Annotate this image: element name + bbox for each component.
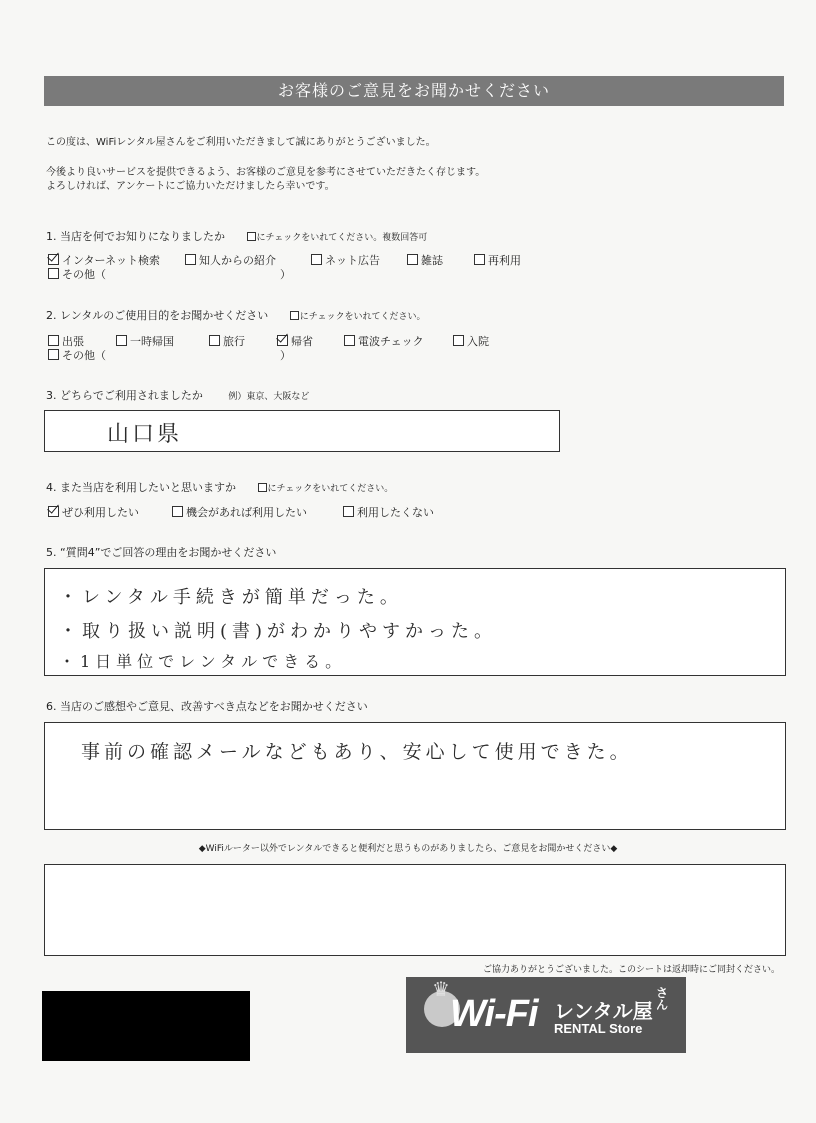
q3-question: 3. どちらでご利用されましたか xyxy=(46,389,203,402)
option-label: 一時帰国 xyxy=(130,335,174,348)
intro-line-1: この度は、WiFiレンタル屋さんをご利用いただきまして誠にありがとうございました。 xyxy=(46,137,436,148)
option-label: 再利用 xyxy=(488,254,521,267)
q2-other-close: ） xyxy=(280,349,291,362)
checkbox-icon[interactable] xyxy=(209,335,220,346)
q4-option[interactable] xyxy=(172,504,307,520)
q1-question: 1. 当店を何でお知りになりましたか xyxy=(46,230,225,243)
q1-label xyxy=(46,228,427,244)
q1-other-close: ） xyxy=(280,268,291,281)
q4-option[interactable] xyxy=(343,504,434,520)
other-label: その他（ xyxy=(62,268,106,281)
q2-option[interactable] xyxy=(209,333,245,349)
option-label: 雑誌 xyxy=(421,254,443,267)
q4-hint-text: にチェックをいれてください。 xyxy=(267,484,394,494)
q2-question: 2. レンタルのご使用目的をお聞かせください xyxy=(46,309,269,322)
q1-option[interactable] xyxy=(474,252,521,268)
option-label: 利用したくない xyxy=(357,506,434,519)
store-logo xyxy=(406,977,686,1053)
checkbox-icon[interactable] xyxy=(311,254,322,265)
option-label: ネット広告 xyxy=(325,254,380,267)
wifi-answer-box[interactable] xyxy=(44,864,786,956)
q6-label: 6. 当店のご感想やご意見、改善すべき点などをお聞かせください xyxy=(46,700,368,713)
q1-hint-text: にチェックをいれてください。複数回答可 xyxy=(256,233,428,243)
option-label: インターネット検索 xyxy=(62,254,161,267)
q1-other[interactable] xyxy=(48,266,106,282)
checkbox-icon[interactable] xyxy=(407,254,418,265)
q6-answer: 事前の確認メールなどもあり、安心して使用できた。 xyxy=(81,741,633,763)
logo-rental-text: レンタル屋 xyxy=(554,999,653,1023)
redacted-block xyxy=(42,991,250,1061)
checkbox-icon[interactable] xyxy=(185,254,196,265)
q2-option[interactable] xyxy=(453,333,489,349)
checkbox-icon[interactable] xyxy=(48,335,59,346)
q6-answer-box[interactable] xyxy=(44,722,786,830)
q2-label xyxy=(46,307,426,323)
checkbox-icon[interactable] xyxy=(172,506,183,517)
q4-question: 4. また当店を利用したいと思いますか xyxy=(46,481,236,494)
logo-store-text: RENTAL Store xyxy=(554,1021,643,1036)
q1-option[interactable] xyxy=(185,252,276,268)
option-label: 電波チェック xyxy=(358,335,424,348)
q3-label xyxy=(46,387,309,403)
thanks-note: ご協力ありがとうございました。このシートは返却時にご同封ください。 xyxy=(482,965,780,975)
option-label: 出張 xyxy=(62,335,84,348)
q1-hint xyxy=(247,233,428,243)
q1-option[interactable] xyxy=(407,252,443,268)
checkbox-icon xyxy=(247,232,256,241)
checkbox-icon xyxy=(258,483,267,492)
q5-answer-box[interactable] xyxy=(44,568,786,676)
other-label: その他（ xyxy=(62,349,106,362)
q4-label xyxy=(46,479,393,495)
wifi-note: ◆WiFiルーター以外でレンタルできると便利だと思うものがありましたら、ご意見をお聞かせください◆ xyxy=(198,844,618,854)
checkbox-icon[interactable] xyxy=(343,506,354,517)
q3-hint: 例）東京、大阪など xyxy=(228,392,310,402)
q3-answer: 山口県 xyxy=(107,422,183,447)
checkbox-checked-icon[interactable] xyxy=(277,335,288,346)
q5-answer-line: ・レンタル手続きが簡単だった。 xyxy=(59,587,403,608)
option-label: 入院 xyxy=(467,335,489,348)
q2-option[interactable] xyxy=(344,333,424,349)
q5-label: 5. “質問4”でご回答の理由をお聞かせください xyxy=(46,546,277,559)
checkbox-icon[interactable] xyxy=(116,335,127,346)
checkbox-icon[interactable] xyxy=(474,254,485,265)
page-title: お客様のご意見をお聞かせください xyxy=(44,76,784,106)
option-label: 知人からの紹介 xyxy=(199,254,276,267)
q1-option[interactable] xyxy=(311,252,380,268)
checkbox-icon xyxy=(290,311,299,320)
option-label: ぜひ利用したい xyxy=(62,506,139,519)
q4-hint xyxy=(258,484,394,494)
checkbox-icon[interactable] xyxy=(48,268,59,279)
q2-hint-text: にチェックをいれてください。 xyxy=(299,312,426,322)
intro-line-3: よろしければ、アンケートにご協力いただけましたら幸いです。 xyxy=(46,181,335,192)
option-label: 旅行 xyxy=(223,335,245,348)
option-label: 機会があれば利用したい xyxy=(186,506,307,519)
checkbox-checked-icon[interactable] xyxy=(48,254,59,265)
logo-wifi-text: Wi-Fi xyxy=(450,993,538,1035)
checkbox-icon[interactable] xyxy=(453,335,464,346)
q5-answer-line: ・1日単位でレンタルできる。 xyxy=(59,652,347,671)
q2-option[interactable] xyxy=(116,333,174,349)
q2-other[interactable] xyxy=(48,347,106,363)
checkbox-icon[interactable] xyxy=(344,335,355,346)
option-label: 帰省 xyxy=(291,335,313,348)
q3-answer-box[interactable] xyxy=(44,410,560,452)
logo-san-text: さん xyxy=(656,986,669,1012)
q2-hint xyxy=(290,312,426,322)
checkbox-icon[interactable] xyxy=(48,349,59,360)
q4-option[interactable] xyxy=(48,504,139,520)
checkbox-checked-icon[interactable] xyxy=(48,506,59,517)
q5-answer-line: ・取り扱い説明(書)がわかりやすかった。 xyxy=(59,621,498,642)
intro-line-2: 今後より良いサービスを提供できるよう、お客様のご意見を参考にさせていただきたく存じます。 xyxy=(46,167,486,178)
